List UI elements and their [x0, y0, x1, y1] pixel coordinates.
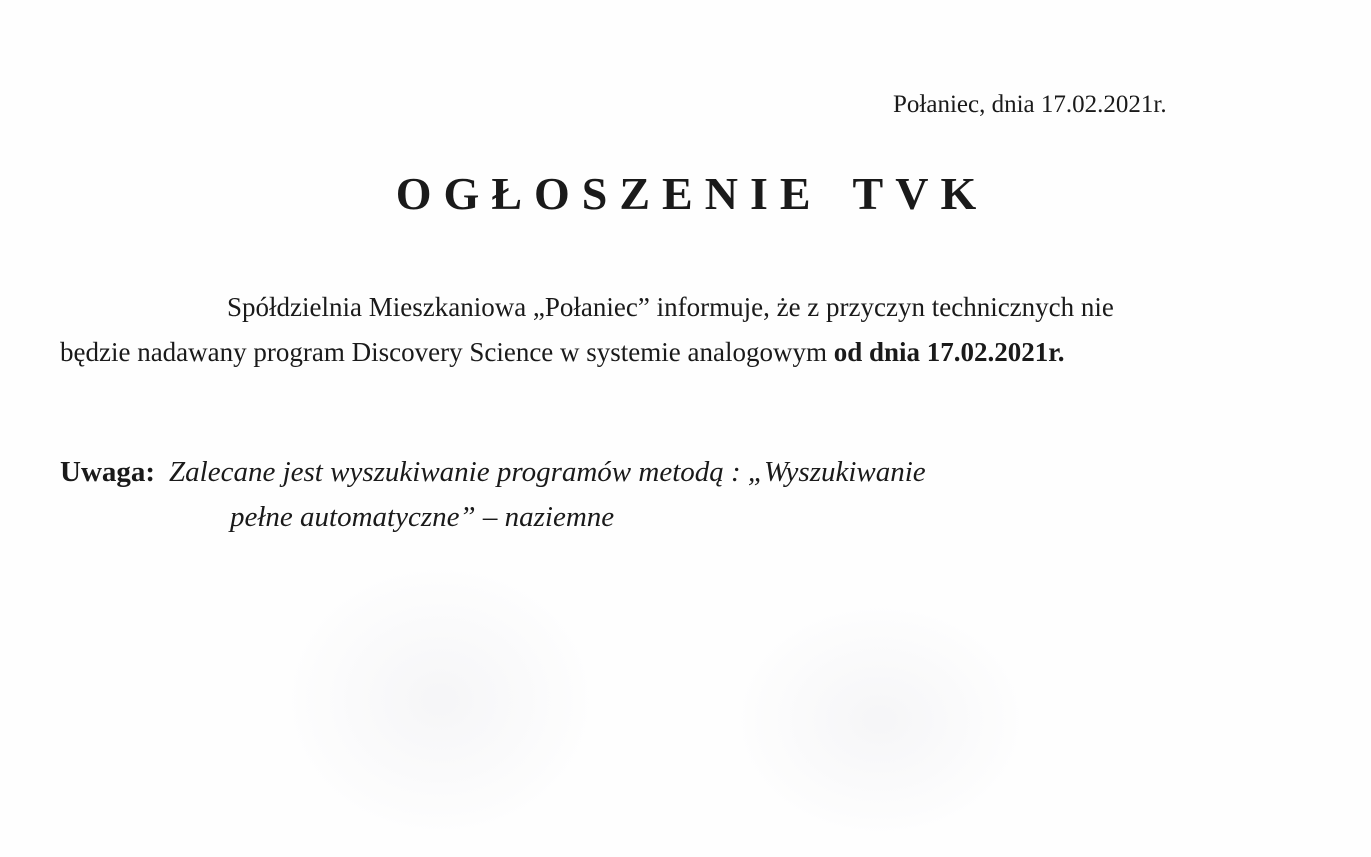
announcement-paragraph [60, 285, 1322, 375]
note-label: Uwaga: [60, 456, 156, 488]
note-line-1: Zalecane jest wyszukiwanie programów metodą : „Wyszukiwanie [169, 456, 926, 488]
scan-smudge-right [730, 600, 1030, 840]
note-line-2: pełne automatyczne” – naziemne [230, 501, 615, 533]
paragraph-line-2-bold-date: od dnia 17.02.2021r. [833, 337, 1065, 367]
title-tvk: TVK [852, 168, 989, 219]
document-date: Połaniec, dnia 17.02.2021r. [893, 91, 1167, 118]
title-announcement: OGŁOSZENIE [395, 168, 823, 219]
note-block [60, 450, 926, 540]
document-title [0, 164, 1371, 224]
paragraph-line-1: Spółdzielnia Mieszkaniowa „Połaniec” informuje, że z przyczyn technicznych nie [227, 292, 1114, 322]
paragraph-line-2-plain: będzie nadawany program Discovery Science w systemie analogowym [60, 337, 834, 367]
paragraph-line-2 [60, 330, 1322, 375]
scan-smudge-left [280, 560, 600, 840]
